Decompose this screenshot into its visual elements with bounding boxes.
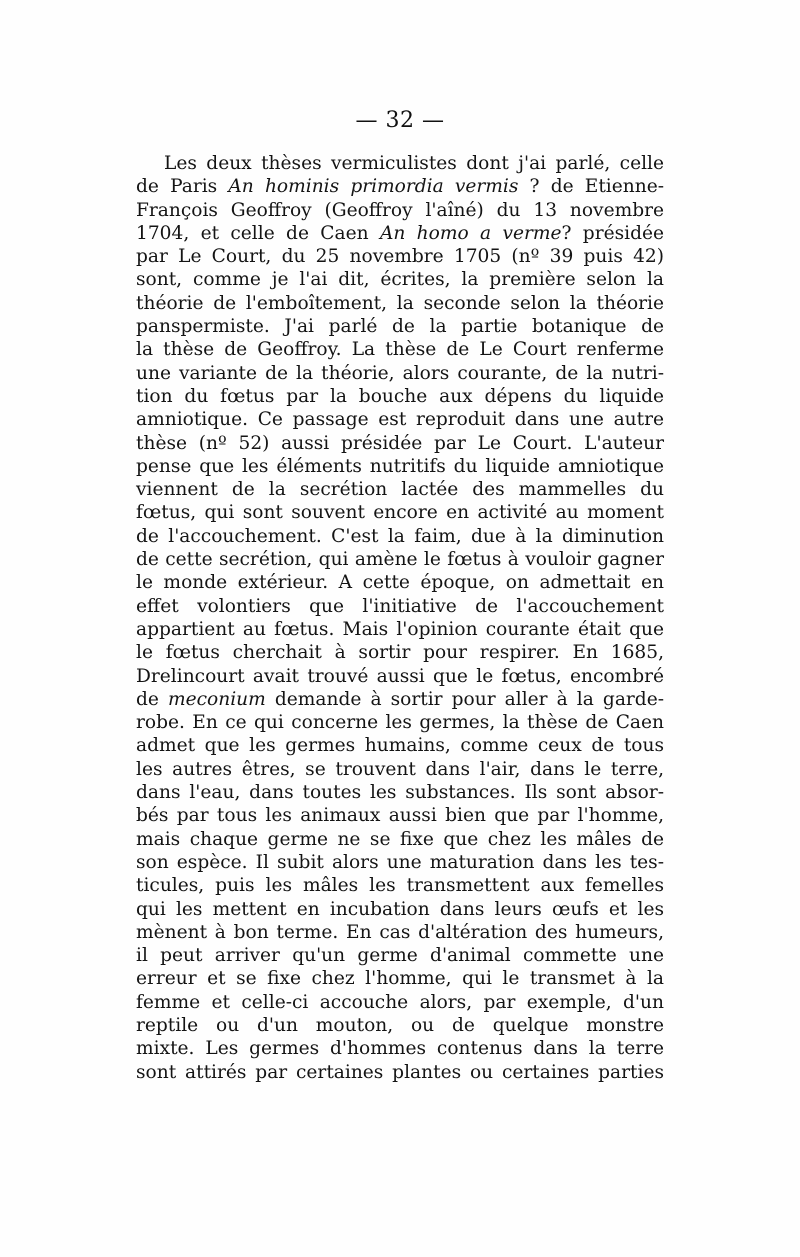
text-line (136, 758, 664, 781)
text-segment: le fœtus cherchait à sortir pour respirer. En 1685, (136, 642, 664, 664)
text-line (136, 385, 664, 408)
text-segment: effet volontiers que l'initiative de l'accouchement (136, 595, 664, 617)
text-segment: reptile ou d'un mouton, ou de quelque monstre (136, 1014, 664, 1036)
text-segment: mixte. Les germes d'hommes contenus dans la terre (136, 1038, 664, 1060)
text-line (136, 455, 664, 478)
text-segment: ? présidée (561, 222, 664, 244)
text-segment: femme et celle-ci accouche alors, par exemple, d'un (136, 991, 664, 1013)
text-segment: viennent de la secrétion lactée des mammelles du (136, 479, 664, 501)
text-line (136, 851, 664, 874)
text-segment: Les deux thèses vermiculistes dont j'ai parlé, celle (164, 153, 664, 174)
text-segment: sont attirés par certaines plantes ou certaines parties (136, 1061, 664, 1083)
text-segment: son espèce. Il subit alors une maturation dans les tes- (136, 851, 664, 873)
text-line (136, 967, 664, 990)
text-line (136, 432, 664, 455)
text-line (136, 991, 664, 1014)
text-segment: il peut arriver qu'un germe d'animal commette une (136, 945, 664, 967)
text-line (136, 245, 664, 268)
text-line (136, 292, 664, 315)
text-line (136, 874, 664, 897)
text-line (136, 828, 664, 851)
text-line (136, 595, 664, 618)
text-segment: pense que les éléments nutritifs du liquide amniotique (136, 455, 664, 477)
text-line (136, 338, 664, 361)
text-segment: de Paris (136, 176, 229, 198)
text-segment: demande à sortir pour aller à la garde- (265, 688, 664, 710)
text-line (136, 665, 664, 688)
text-segment: le monde extérieur. A cette époque, on admettait en (136, 572, 664, 594)
text-line (136, 501, 664, 524)
text-line (136, 175, 664, 198)
text-segment: bés par tous les animaux aussi bien que par l'homme, (136, 805, 664, 827)
text-line (136, 571, 664, 594)
text-segment: ? de Etienne- (518, 176, 664, 198)
text-segment: amniotique. Ce passage est reproduit dans une autre (136, 409, 664, 431)
text-segment: 1704, et celle de Caen (136, 222, 380, 244)
text-segment: par Le Court, du 25 novembre 1705 (nº 39 puis 42) (136, 246, 664, 268)
text-line (136, 268, 664, 291)
text-segment: Drelincourt avait trouvé aussi que le fœtus, encombré (136, 665, 664, 687)
text-line (136, 408, 664, 431)
text-segment: dans l'eau, dans toutes les substances. Ils sont absor- (136, 782, 664, 804)
text-segment: ticules, puis les mâles les transmettent aux femelles (136, 875, 664, 897)
text-line (136, 804, 664, 827)
text-line (136, 199, 664, 222)
text-segment: mais chaque germe ne se fixe que chez les mâles de (136, 828, 664, 850)
text-segment: sont, comme je l'ai dit, écrites, la première selon la (136, 269, 664, 291)
text-line (136, 921, 664, 944)
italic-title: An homo a verme (379, 222, 562, 244)
text-line (136, 525, 664, 548)
text-line (136, 1037, 664, 1060)
text-segment: mènent à bon terme. En cas d'altération des humeurs, (136, 921, 664, 943)
text-line (136, 688, 664, 711)
text-line (136, 944, 664, 967)
text-segment: les autres êtres, se trouvent dans l'air, dans le terre, (136, 758, 664, 780)
text-segment: appartient au fœtus. Mais l'opinion courante était que (136, 618, 664, 640)
text-segment: fœtus, qui sont souvent encore en activité au moment (136, 502, 664, 524)
text-line (136, 781, 664, 804)
text-segment: de (136, 688, 168, 710)
text-segment: qui les mettent en incubation dans leurs œufs et les (136, 898, 664, 920)
text-segment: thèse (nº 52) aussi présidée par Le Court. L'auteur (136, 432, 664, 454)
text-line (136, 641, 664, 664)
text-segment: de l'accouchement. C'est la faim, due à la diminution (136, 525, 664, 547)
italic-title: meconium (168, 688, 266, 710)
text-line (136, 1014, 664, 1037)
text-line (136, 734, 664, 757)
text-segment: François Geoffroy (Geoffroy l'aîné) du 13 novembre (136, 199, 664, 221)
italic-title: An hominis primordia vermis (228, 176, 519, 198)
text-line (136, 1061, 664, 1084)
page-number: — 32 — (355, 108, 445, 133)
text-segment: panspermiste. J'ai parlé de la partie botanique de (136, 316, 664, 338)
text-line (136, 222, 664, 245)
text-segment: robe. En ce qui concerne les germes, la thèse de Caen (136, 712, 664, 734)
text-line (136, 548, 664, 571)
text-line (136, 898, 664, 921)
body-text (136, 152, 664, 1084)
text-segment: une variante de la théorie, alors courante, de la nutri- (136, 362, 664, 384)
text-segment: admet que les germes humains, comme ceux de tous (136, 735, 664, 757)
text-segment: erreur et se fixe chez l'homme, qui le transmet à la (136, 968, 664, 990)
text-line (136, 711, 664, 734)
text-segment: théorie de l'emboîtement, la seconde selon la théorie (136, 292, 664, 314)
text-segment: de cette secrétion, qui amène le fœtus à vouloir gagner (136, 549, 664, 571)
text-line (136, 618, 664, 641)
text-segment: la thèse de Geoffroy. La thèse de Le Court renferme (136, 339, 664, 361)
text-line (136, 478, 664, 501)
text-segment: tion du fœtus par la bouche aux dépens du liquide (136, 385, 664, 407)
text-line (136, 362, 664, 385)
text-line (136, 315, 664, 338)
text-line (136, 152, 664, 175)
